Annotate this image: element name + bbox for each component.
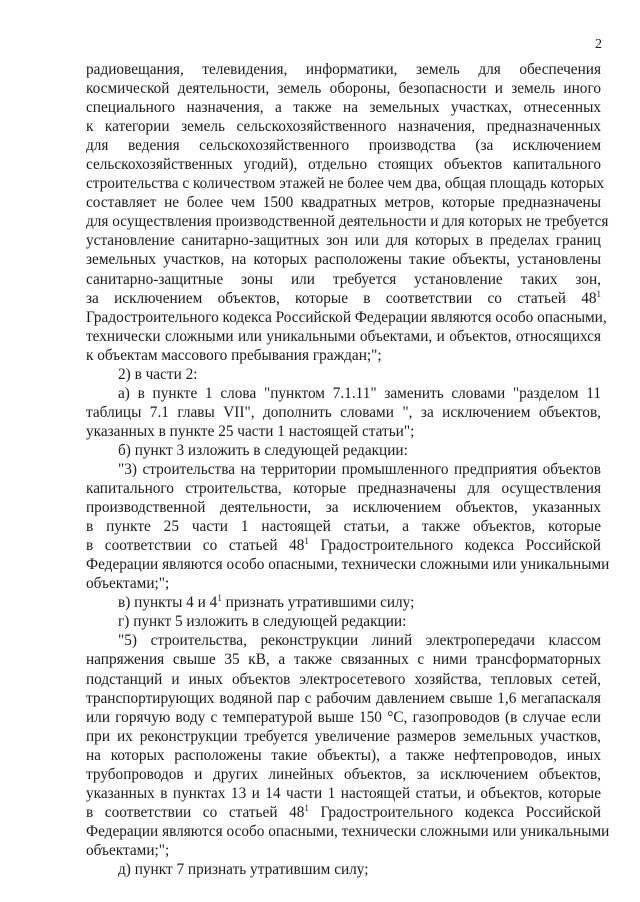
text-line	[86, 403, 601, 422]
line-text: производственной деятельности, за исключением объектов, указанных	[86, 499, 601, 517]
line-text: за исключением объектов, которые в соответствии со статьей 48	[86, 289, 597, 307]
line-text: "3) строительства на территории промышленного предприятия объектов	[118, 460, 601, 478]
text-line	[86, 517, 601, 536]
text-line	[86, 60, 601, 79]
text-line	[86, 574, 601, 593]
superscript: 1	[304, 536, 309, 547]
text-line	[86, 384, 601, 403]
superscript: 1	[304, 802, 309, 813]
line-text: капитального строительства, которые предназначены для осуществления	[86, 480, 601, 498]
line-text: радиовещания, телевидения, информатики, земель для обеспечения	[86, 61, 601, 78]
text-line	[86, 555, 610, 574]
line-text: в) пункты 4 и 4	[118, 594, 218, 612]
line-text: составляет не более чем 1500 квадратных метров, которые предназначены	[86, 194, 601, 212]
text-line	[86, 784, 601, 803]
text-line	[86, 612, 601, 631]
text-line	[86, 174, 605, 193]
text-line	[86, 650, 601, 669]
line-text: указанных в пунктах 13 и 14 части 1 настоящей статьи, и объектов, которые	[86, 784, 601, 802]
line-text: или горячую воду с температурой выше 150 °С, газопроводов (в случае если	[86, 708, 601, 726]
text-line	[86, 327, 601, 346]
text-line	[86, 270, 601, 289]
line-text: г) пункт 5 изложить в следующей редакции:	[118, 613, 407, 631]
line-text: в пункте 25 части 1 настоящей статьи, а также объектов, которые	[86, 518, 601, 536]
line-text: земельных участков, на которых расположены такие объекты, установлены	[86, 251, 601, 269]
line-text-after: признать утратившими силу;	[221, 594, 415, 612]
line-text: объектами;";	[86, 575, 170, 593]
text-line	[86, 346, 601, 365]
line-text: трубопроводов и других линейных объектов, за исключением объектов,	[86, 765, 601, 783]
text-line	[86, 479, 601, 498]
text-line	[86, 708, 601, 727]
line-text: подстанций и иных объектов электросетевого хозяйства, тепловых сетей,	[86, 670, 601, 688]
superscript: 1	[596, 288, 601, 299]
line-text: установление санитарно-защитных зон или для которых в пределах границ	[86, 232, 601, 250]
line-text: космической деятельности, земель обороны, безопасности и земель иного	[86, 80, 601, 98]
line-text: для осуществления производственной деятельности и для которых не требуется	[86, 213, 609, 231]
line-text: при их реконструкции требуется увеличение размеров земельных участков,	[86, 727, 601, 745]
text-line	[86, 155, 601, 174]
text-line	[86, 365, 601, 384]
text-line	[86, 117, 601, 136]
text-line	[86, 250, 601, 269]
line-text: а) в пункте 1 слова "пунктом 7.1.11" заменить словами "разделом 11	[118, 384, 601, 402]
line-text: д) пункт 7 признать утратившим силу;	[118, 860, 369, 878]
line-text: в соответствии со статьей 48	[86, 537, 305, 555]
line-text: на которых расположены такие объекты), а также нефтепроводов, иных	[86, 746, 601, 764]
text-line	[86, 670, 601, 689]
document-body	[86, 60, 610, 879]
line-text: таблицы 7.1 главы VII", дополнить словами ", за исключением объектов,	[86, 403, 601, 421]
text-line	[86, 193, 601, 212]
text-line	[86, 231, 601, 250]
superscript: 1	[217, 593, 222, 604]
line-text: 2) в части 2:	[118, 365, 198, 383]
line-text: специального назначения, а также на земельных участках, отнесенных	[86, 99, 601, 117]
line-text: указанных в пункте 25 части 1 настоящей статьи";	[86, 422, 415, 440]
line-text: Градостроительного кодекса Российской Федерации являются особо опасными,	[86, 308, 607, 326]
text-line	[86, 441, 601, 460]
text-line	[86, 593, 601, 612]
text-line	[86, 860, 601, 879]
line-text-after: Градостроительного кодекса Российской	[308, 803, 601, 821]
line-text: к объектам массового пребывания граждан;";	[86, 346, 382, 364]
line-text: санитарно-защитные зоны или требуется установление таких зон,	[86, 270, 601, 288]
page-number: 2	[595, 37, 602, 52]
line-text-after: Градостроительного кодекса Российской	[308, 537, 601, 555]
text-line	[86, 212, 609, 231]
line-text: б) пункт 3 изложить в следующей редакции:	[118, 441, 408, 459]
line-text: Федерации являются особо опасными, технически сложными или уникальными	[86, 822, 610, 840]
line-text: транспортирующих водяной пар с рабочим давлением свыше 1,6 мегапаскаля	[86, 689, 601, 707]
text-line	[86, 98, 601, 117]
text-line	[86, 498, 601, 517]
line-text: "5) строительства, реконструкции линий электропередачи классом	[118, 632, 601, 650]
line-text: технически сложными или уникальными объектами, и объектов, относящихся	[86, 327, 601, 345]
line-text: объектами;";	[86, 841, 170, 859]
text-line	[86, 765, 601, 784]
text-line	[86, 727, 601, 746]
text-line	[86, 689, 601, 708]
line-text: строительства с количеством этажей не более чем два, общая площадь которых	[86, 175, 605, 193]
text-line	[86, 841, 601, 860]
line-text: для ведения сельскохозяйственного производства (за исключением	[86, 137, 601, 155]
text-line	[86, 79, 601, 98]
line-text: Федерации являются особо опасными, технически сложными или уникальными	[86, 556, 610, 574]
line-text: напряжения свыше 35 кВ, а также связанных с ними трансформаторных	[86, 651, 601, 669]
line-text: к категории земель сельскохозяйственного назначения, предназначенных	[86, 118, 601, 136]
text-line	[86, 631, 601, 650]
text-line	[86, 803, 601, 822]
text-line	[86, 422, 601, 441]
text-line	[86, 289, 601, 308]
line-text: в соответствии со статьей 48	[86, 803, 305, 821]
text-line	[86, 746, 601, 765]
text-line	[86, 536, 601, 555]
text-line	[86, 136, 601, 155]
text-line	[86, 822, 610, 841]
text-line	[86, 460, 601, 479]
line-text: сельскохозяйственных угодий), отдельно стоящих объектов капитального	[86, 156, 601, 174]
text-line	[86, 308, 607, 327]
